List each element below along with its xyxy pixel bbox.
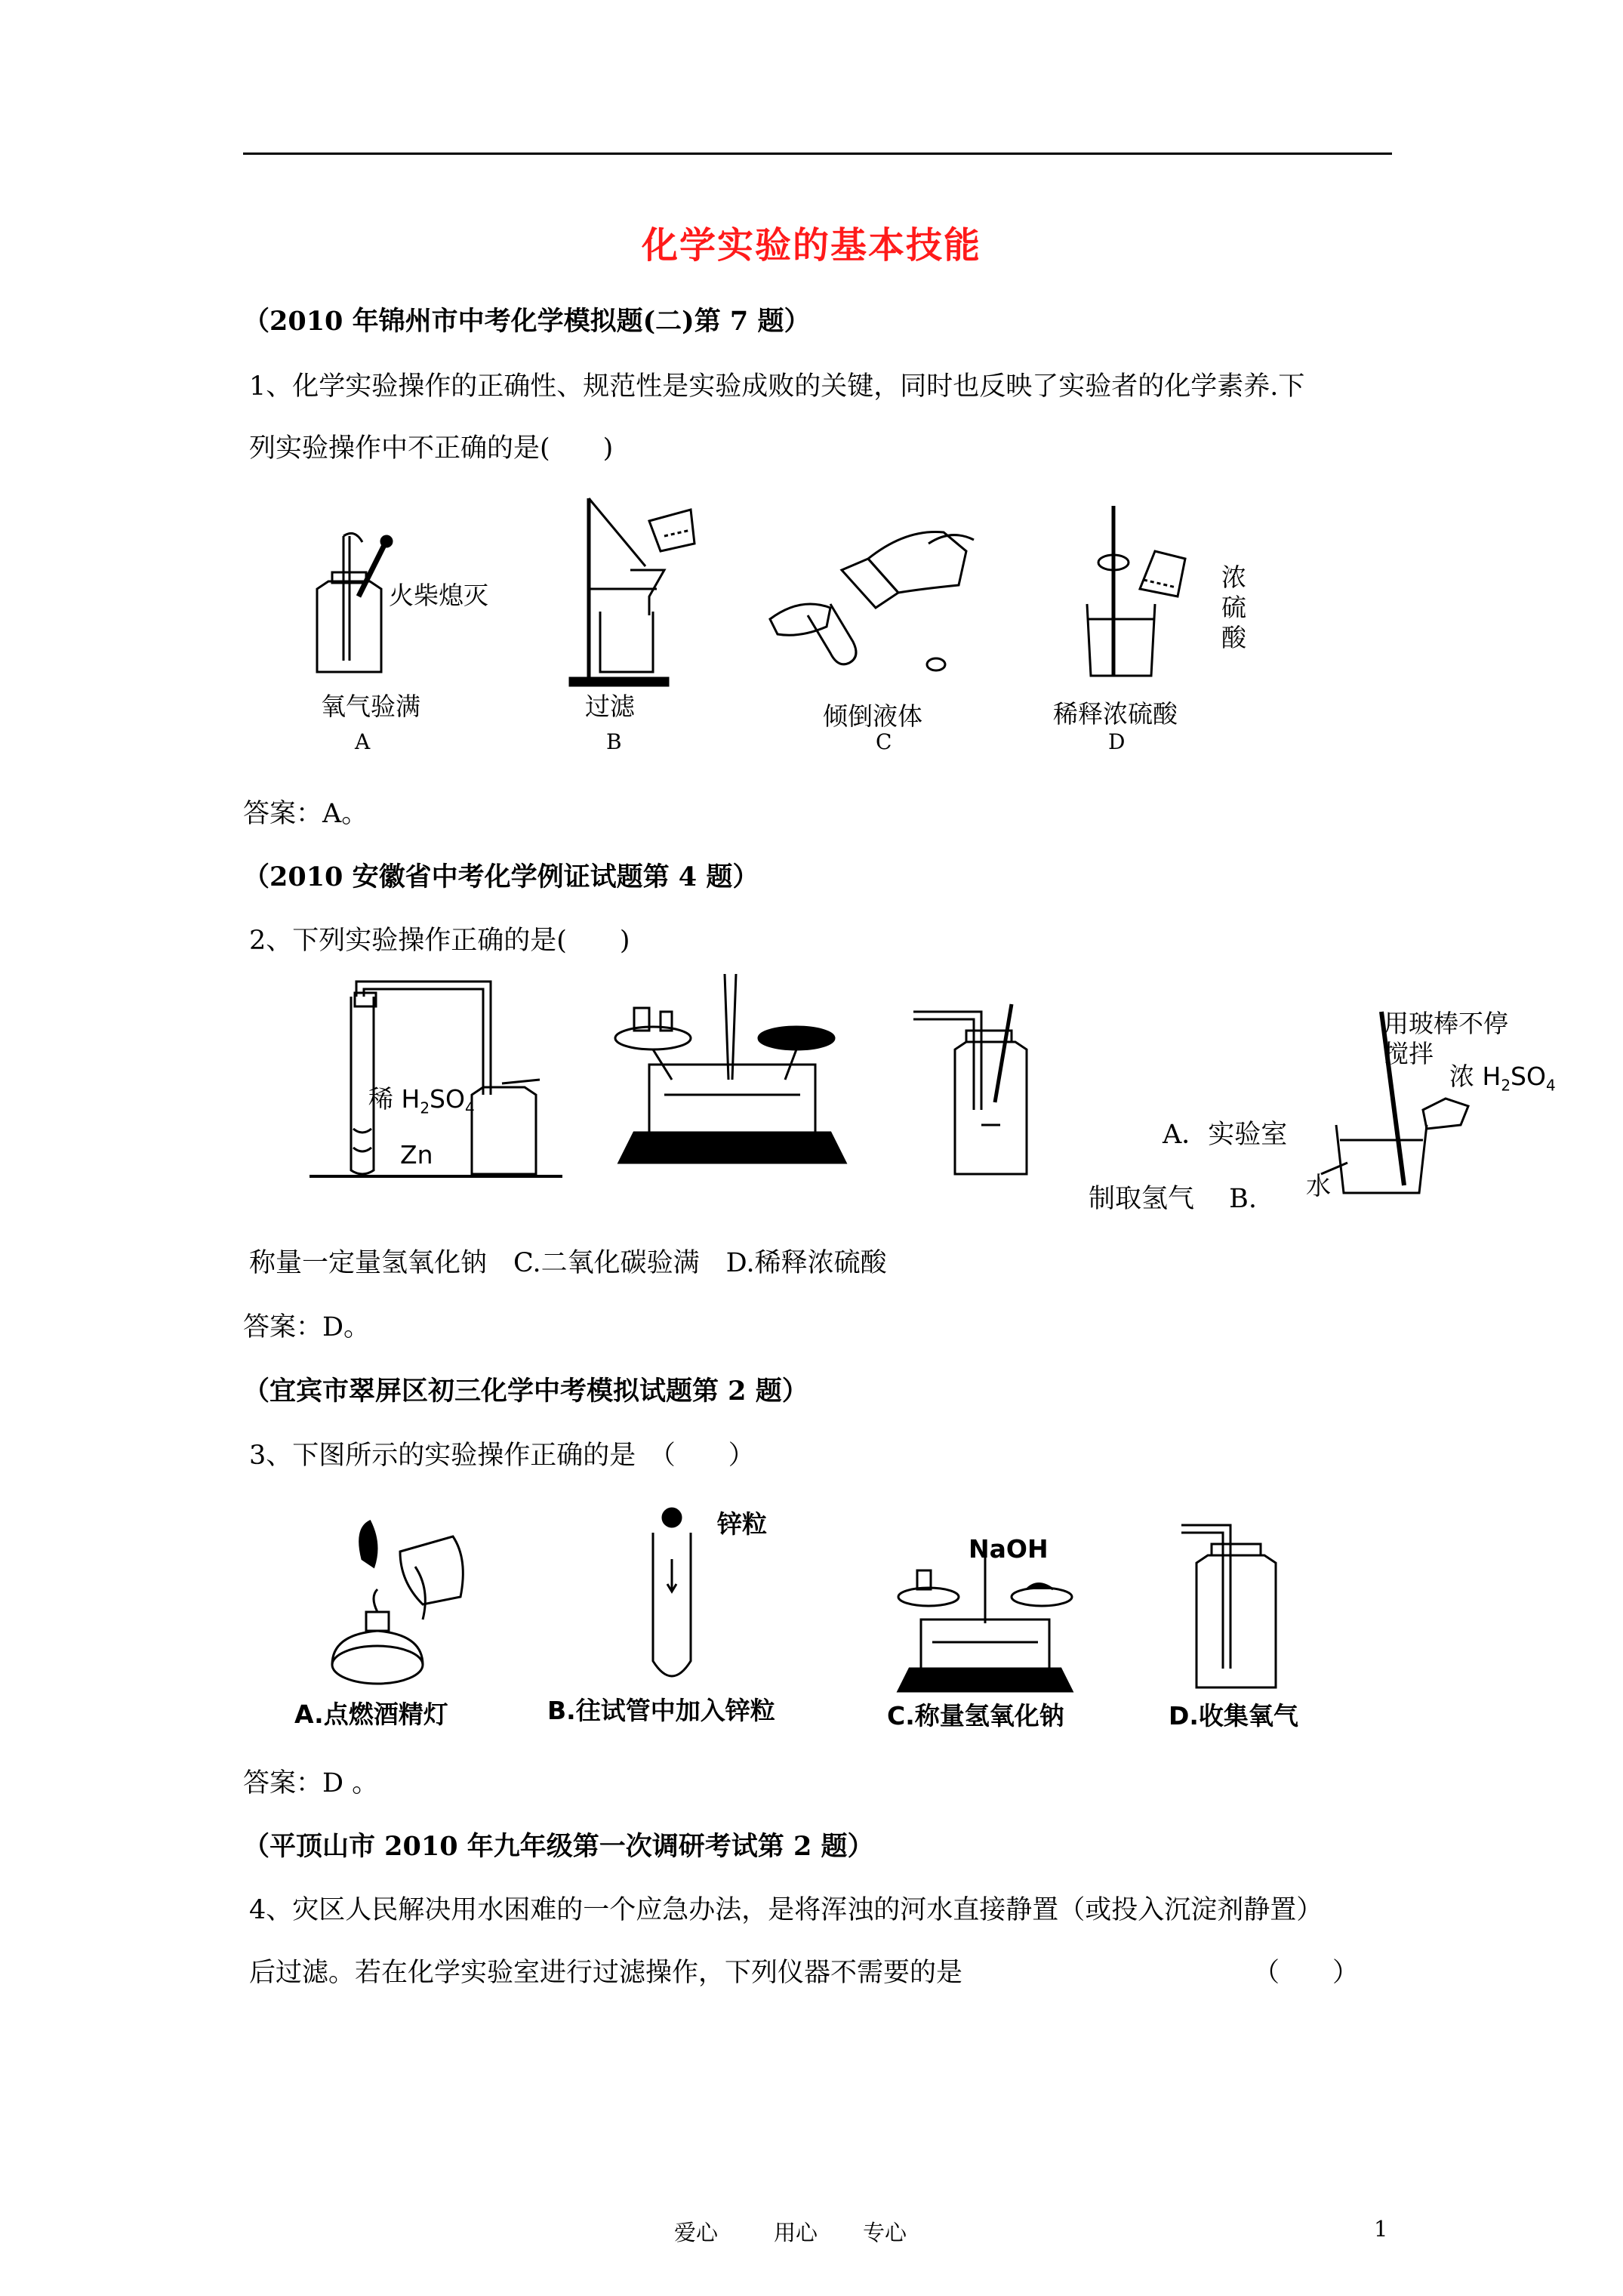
q1-figure-d <box>1072 506 1223 687</box>
page-number: 1 <box>1374 2216 1388 2242</box>
q1-answer: 答案：A。 <box>243 799 368 829</box>
q2-source: （2010 安徽省中考化学例证试题第 4 题） <box>243 861 759 892</box>
q3-caption-a: A.点燃酒精灯 <box>294 1700 448 1729</box>
q3-answer: 答案：D 。 <box>243 1768 379 1798</box>
q3-caption-c: C.称量氢氧化钠 <box>887 1701 1064 1730</box>
q3-figure-a <box>317 1514 483 1687</box>
q2-figure-c <box>906 997 1057 1178</box>
q3-annotation-c: NaOH <box>969 1534 1049 1564</box>
q1-caption-a: 氧气验满 <box>321 692 420 721</box>
q1-caption-c: 倾倒液体 <box>823 701 922 731</box>
footer-motto-3: 专心 <box>863 2220 907 2245</box>
q2-stem: 2、下列实验操作正确的是( ) <box>249 926 630 956</box>
q3-figure-d <box>1166 1518 1317 1691</box>
header-rule <box>243 153 1392 155</box>
q2-label-zn: Zn <box>400 1140 433 1170</box>
q1-source: （2010 年锦州市中考化学模拟题(二)第 7 题） <box>243 306 811 337</box>
footer-motto-1: 爱心 <box>674 2220 719 2245</box>
q2-option-a2: 制取氢气 B. <box>1089 1184 1257 1214</box>
q4-source: （平顶山市 2010 年九年级第一次调研考试第 2 题） <box>243 1831 874 1862</box>
q4-blank: （ ） <box>1253 1958 1360 1988</box>
q1-line2: 列实验操作中不正确的是( ) <box>249 433 614 464</box>
q2-options-line: 称量一定量氢氧化钠 C.二氧化碳验满 D.稀释浓硫酸 <box>249 1248 887 1278</box>
q3-stem: 3、下图所示的实验操作正确的是 （ ） <box>249 1441 755 1471</box>
q3-annotation-b: 锌粒 <box>717 1509 767 1539</box>
q2-figure-b <box>604 966 861 1170</box>
q4-line2: 后过滤。若在化学实验室进行过滤操作，下列仪器不需要的是 <box>249 1958 963 1988</box>
q1-figure-b <box>559 491 710 687</box>
q1-letter-c: C <box>876 729 892 754</box>
q1-letter-a: A <box>355 729 371 754</box>
q3-caption-b: B.往试管中加入锌粒 <box>547 1696 775 1725</box>
q1-line1: 1、化学实验操作的正确性、规范性是实验成败的关键，同时也反映了实验者的化学素养.下 <box>249 371 1305 402</box>
q3-caption-d: D.收集氧气 <box>1169 1701 1298 1730</box>
q2-label-stir2: 搅拌 <box>1384 1039 1434 1068</box>
q1-caption-d: 稀释浓硫酸 <box>1053 699 1178 729</box>
q2-answer: 答案：D。 <box>243 1312 371 1342</box>
q3-figure-c <box>887 1548 1083 1699</box>
q3-source: （宜宾市翠屏区初三化学中考模拟试题第 2 题） <box>243 1376 808 1407</box>
q1-caption-b: 过滤 <box>585 692 635 721</box>
q1-annotation-a: 火柴熄灭 <box>389 581 488 610</box>
q2-label-conc: 浓 $H_2SO_4$ <box>1449 1062 1556 1095</box>
q2-label-stir1: 用玻棒不停 <box>1384 1009 1508 1038</box>
q1-figure-c <box>755 513 989 680</box>
q2-option-a: A．实验室 <box>1163 1120 1288 1150</box>
q1-letter-b: B <box>606 729 622 754</box>
q1-annotation-d: 浓 硫 酸 <box>1221 562 1246 652</box>
footer-motto-2: 用心 <box>774 2220 818 2245</box>
q1-letter-d: D <box>1108 729 1126 754</box>
q4-line1: 4、灾区人民解决用水困难的一个应急办法，是将浑浊的河水直接静置（或投入沉淀剂静置） <box>249 1895 1323 1925</box>
q2-label-water: 水 <box>1306 1171 1331 1200</box>
q3-figure-b <box>634 1502 725 1699</box>
q2-label-dilute: 稀 $H_2SO_4$ <box>368 1084 475 1117</box>
page-title: 化学实验的基本技能 <box>641 224 981 267</box>
